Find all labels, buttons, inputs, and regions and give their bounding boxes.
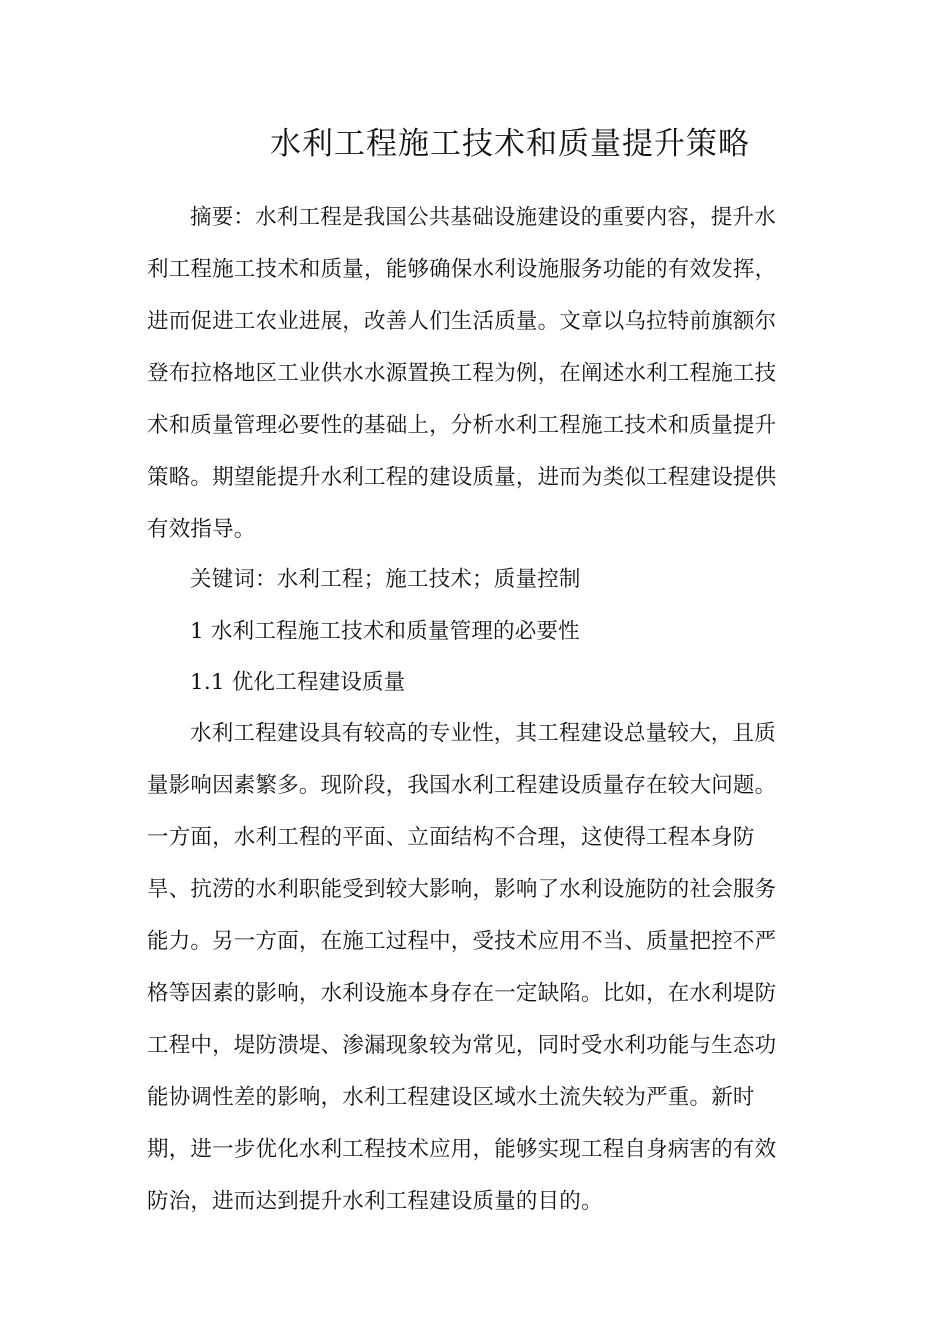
abstract-line-6: 策略。期望能提升水利工程的建设质量，进而为类似工程建设提供	[147, 465, 777, 490]
abstract-line-4: 登布拉格地区工业供水水源置换工程为例，在阐述水利工程施工技	[147, 361, 777, 386]
paragraph-line-2: 量影响因素繁多。现阶段，我国水利工程建设质量存在较大问题。	[147, 773, 777, 798]
paragraph-line-3: 一方面，水利工程的平面、立面结构不合理，这使得工程本身防	[147, 825, 755, 850]
paragraph-line-8: 能协调性差的影响，水利工程建设区域水土流失较为严重。新时	[147, 1085, 755, 1110]
section-heading-1: 1 水利工程施工技术和质量管理的必要性	[190, 619, 580, 644]
paragraph-line-5: 能力。另一方面，在施工过程中，受技术应用不当、质量把控不严	[147, 929, 777, 954]
paragraph-line-6: 格等因素的影响，水利设施本身存在一定缺陷。比如，在水利堤防	[147, 981, 777, 1006]
paragraph-line-4: 旱、抗涝的水利职能受到较大影响，影响了水利设施防的社会服务	[147, 877, 777, 902]
abstract-line-7: 有效指导。	[147, 517, 256, 542]
section-heading-1-1: 1.1 优化工程建设质量	[190, 670, 406, 695]
abstract-line-2: 利工程施工技术和质量，能够确保水利设施服务功能的有效发挥，	[147, 257, 777, 282]
abstract-line-5: 术和质量管理必要性的基础上，分析水利工程施工技术和质量提升	[147, 413, 777, 438]
abstract-line-3: 进而促进工农业进展，改善人们生活质量。文章以乌拉特前旗额尔	[147, 309, 777, 334]
document-title: 水利工程施工技术和质量提升策略	[270, 126, 750, 162]
paragraph-line-10: 防治，进而达到提升水利工程建设质量的目的。	[147, 1189, 603, 1214]
paragraph-line-7: 工程中，堤防溃堤、渗漏现象较为常见，同时受水利功能与生态功	[147, 1033, 777, 1058]
paragraph-line-1: 水利工程建设具有较高的专业性，其工程建设总量较大，且质	[190, 721, 776, 746]
paragraph-line-9: 期，进一步优化水利工程技术应用，能够实现工程自身病害的有效	[147, 1137, 777, 1162]
abstract-line-1: 摘要：水利工程是我国公共基础设施建设的重要内容，提升水	[190, 205, 776, 230]
keywords: 关键词：水利工程；施工技术；质量控制	[190, 567, 581, 592]
